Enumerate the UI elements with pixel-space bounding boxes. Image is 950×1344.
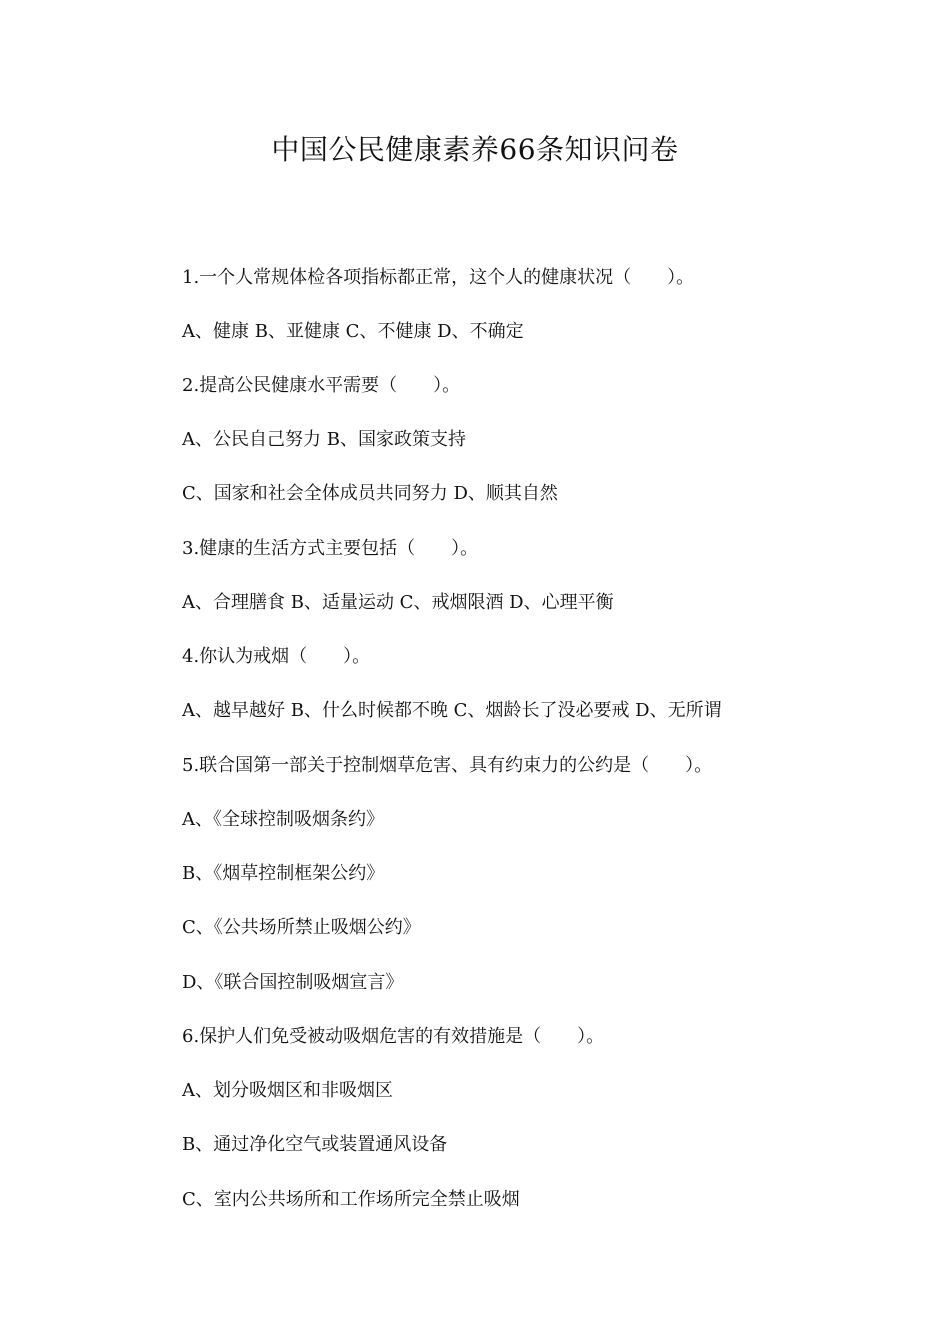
question-5-option-a: A、《全球控制吸烟条约》 <box>182 809 384 830</box>
question-2-options-cd: C、国家和社会全体成员共同努力 D、顺其自然 <box>182 483 558 504</box>
question-4-options: A、越早越好 B、什么时候都不晚 C、烟龄长了没必要戒 D、无所谓 <box>182 700 722 721</box>
question-3: 3.健康的生活方式主要包括（ ）。 <box>182 538 479 559</box>
question-1-options: A、健康 B、亚健康 C、不健康 D、不确定 <box>182 321 524 342</box>
question-1: 1.一个人常规体检各项指标都正常，这个人的健康状况（ ）。 <box>182 267 695 288</box>
question-3-options: A、合理膳食 B、适量运动 C、戒烟限酒 D、心理平衡 <box>182 592 614 613</box>
question-5-option-b: B、《烟草控制框架公约》 <box>182 863 385 884</box>
document-title: 中国公民健康素养66条知识问卷 <box>271 133 679 166</box>
question-4: 4.你认为戒烟（ ）。 <box>182 646 371 667</box>
question-5-option-c: C、《公共场所禁止吸烟公约》 <box>182 917 421 938</box>
question-5: 5.联合国第一部关于控制烟草危害、具有约束力的公约是（ ）。 <box>182 755 713 776</box>
question-6-option-c: C、室内公共场所和工作场所完全禁止吸烟 <box>182 1189 520 1210</box>
question-2-options-ab: A、公民自己努力 B、国家政策支持 <box>182 429 466 450</box>
question-2: 2.提高公民健康水平需要（ ）。 <box>182 375 461 396</box>
question-5-option-d: D、《联合国控制吸烟宣言》 <box>182 972 404 993</box>
question-6: 6.保护人们免受被动吸烟危害的有效措施是（ ）。 <box>182 1026 605 1047</box>
question-6-option-a: A、划分吸烟区和非吸烟区 <box>182 1080 393 1101</box>
question-6-option-b: B、通过净化空气或装置通风设备 <box>182 1134 448 1155</box>
